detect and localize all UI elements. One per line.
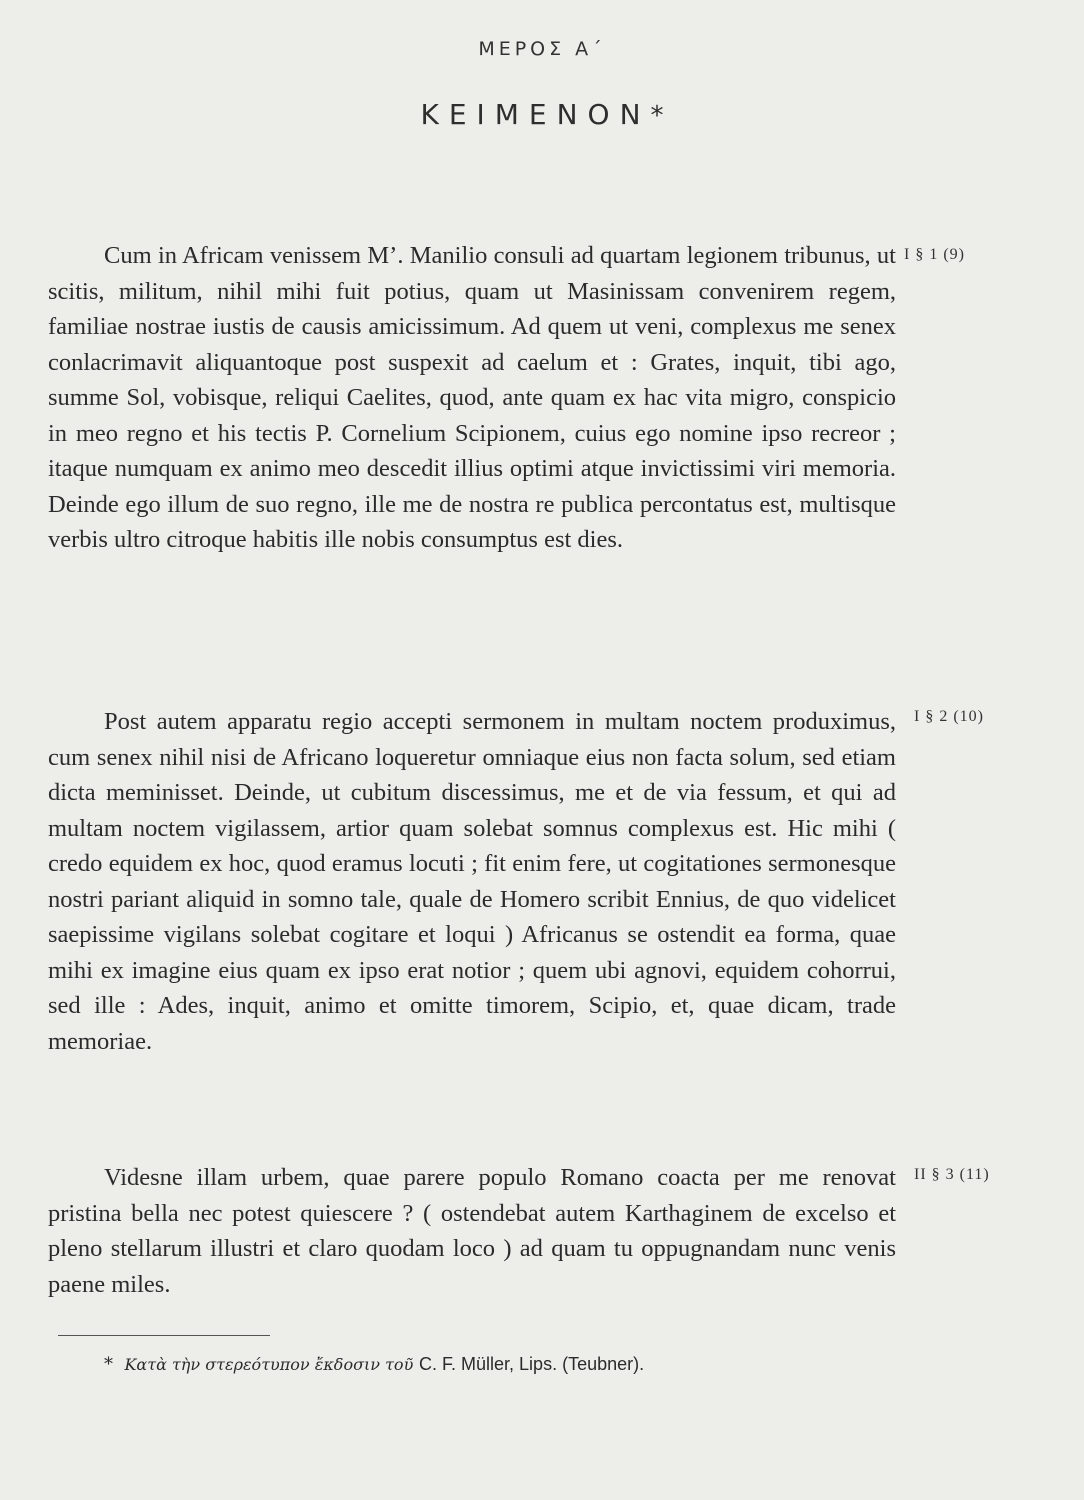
title-footnote-mark: * (650, 101, 664, 131)
part-heading: ΜΕΡΟΣ Α΄ (478, 38, 606, 60)
section-reference: I § 2 (10) (914, 708, 984, 725)
paragraph-section-1 (48, 238, 896, 558)
footnote-latin-text: C. F. Müller, Lips. (Teubner). (419, 1354, 645, 1374)
paragraph-section-2 (48, 704, 896, 1059)
title-text: ΚΕΙΜΕΝΟΝ (420, 98, 651, 131)
section-reference: I § 1 (9) (904, 246, 965, 263)
footnote-divider (58, 1335, 270, 1336)
paragraph-text: Cum in Africam venissem M’. Manilio consuli ad quartam legionem tribunus, ut scitis, militum, nihil mihi fuit potius, quam ut Masinissam convenirem regem, familiae nostrae iustis de causis amicissimum. Ad quem ut veni, complexus me senex conlacrimavit aliquantoque post suspexit ad caelum et : Grates, inquit, tibi ago, summe Sol, vobisque, reliqui Caelites, quod, ante quam ex hac vita migro, conspicio in meo regno et his tectis P. Cornelium Scipionem, cuius ego nomine ipso recreor ; itaque numquam ex animo meo descedit illius optimi atque invictissimi viri memoria. Deinde ego illum de suo regno, ille me de nostra re publica percontatus est, multisque verbis ultro citroque habitis ille nobis consumptus est dies. (48, 242, 896, 553)
section-reference: II § 3 (11) (914, 1166, 990, 1183)
paragraph-text: Post autem apparatu regio accepti sermonem in multam noctem produximus, cum senex nihil nisi de Africano loqueretur omniaque eius non facta solum, sed etiam dicta meminisset. Deinde, ut cubitum discessimus, me et de via fessum, et qui ad multam noctem vigilassem, artior quam solebat somnus complexus est. Hic mihi ( credo equidem ex hoc, quod eramus locuti ; fit enim fere, ut cogitationes sermonesque nostri pariant aliquid in somno tale, quale de Homero scribit Ennius, de quo videlicet saepissime vigilans solebat cogitare et loqui ) Africanus se ostendit ea forma, quae mihi ex imagine eius quam ex ipso erat notior ; quem ubi agnovi, equidem cohorrui, sed ille : Ades, inquit, animo et omitte timorem, Scipio, et, quae dicam, trade memoriae. (48, 708, 896, 1055)
paragraph-section-3 (48, 1160, 896, 1302)
footnote (104, 1354, 644, 1375)
paragraph-text: Videsne illam urbem, quae parere populo Romano coacta per me renovat pristina bella nec potest quiescere ? ( ostendebat autem Karthaginem de excelso et pleno stellarum illustri et claro quodam loco ) ad quam tu oppugnandam nunc venis paene miles. (48, 1164, 896, 1298)
footnote-mark: * (104, 1354, 113, 1375)
page-title (0, 98, 1084, 131)
footnote-greek-text: Κατὰ τὴν στερεότυπον ἔκδοσιν τοῦ (124, 1355, 414, 1374)
